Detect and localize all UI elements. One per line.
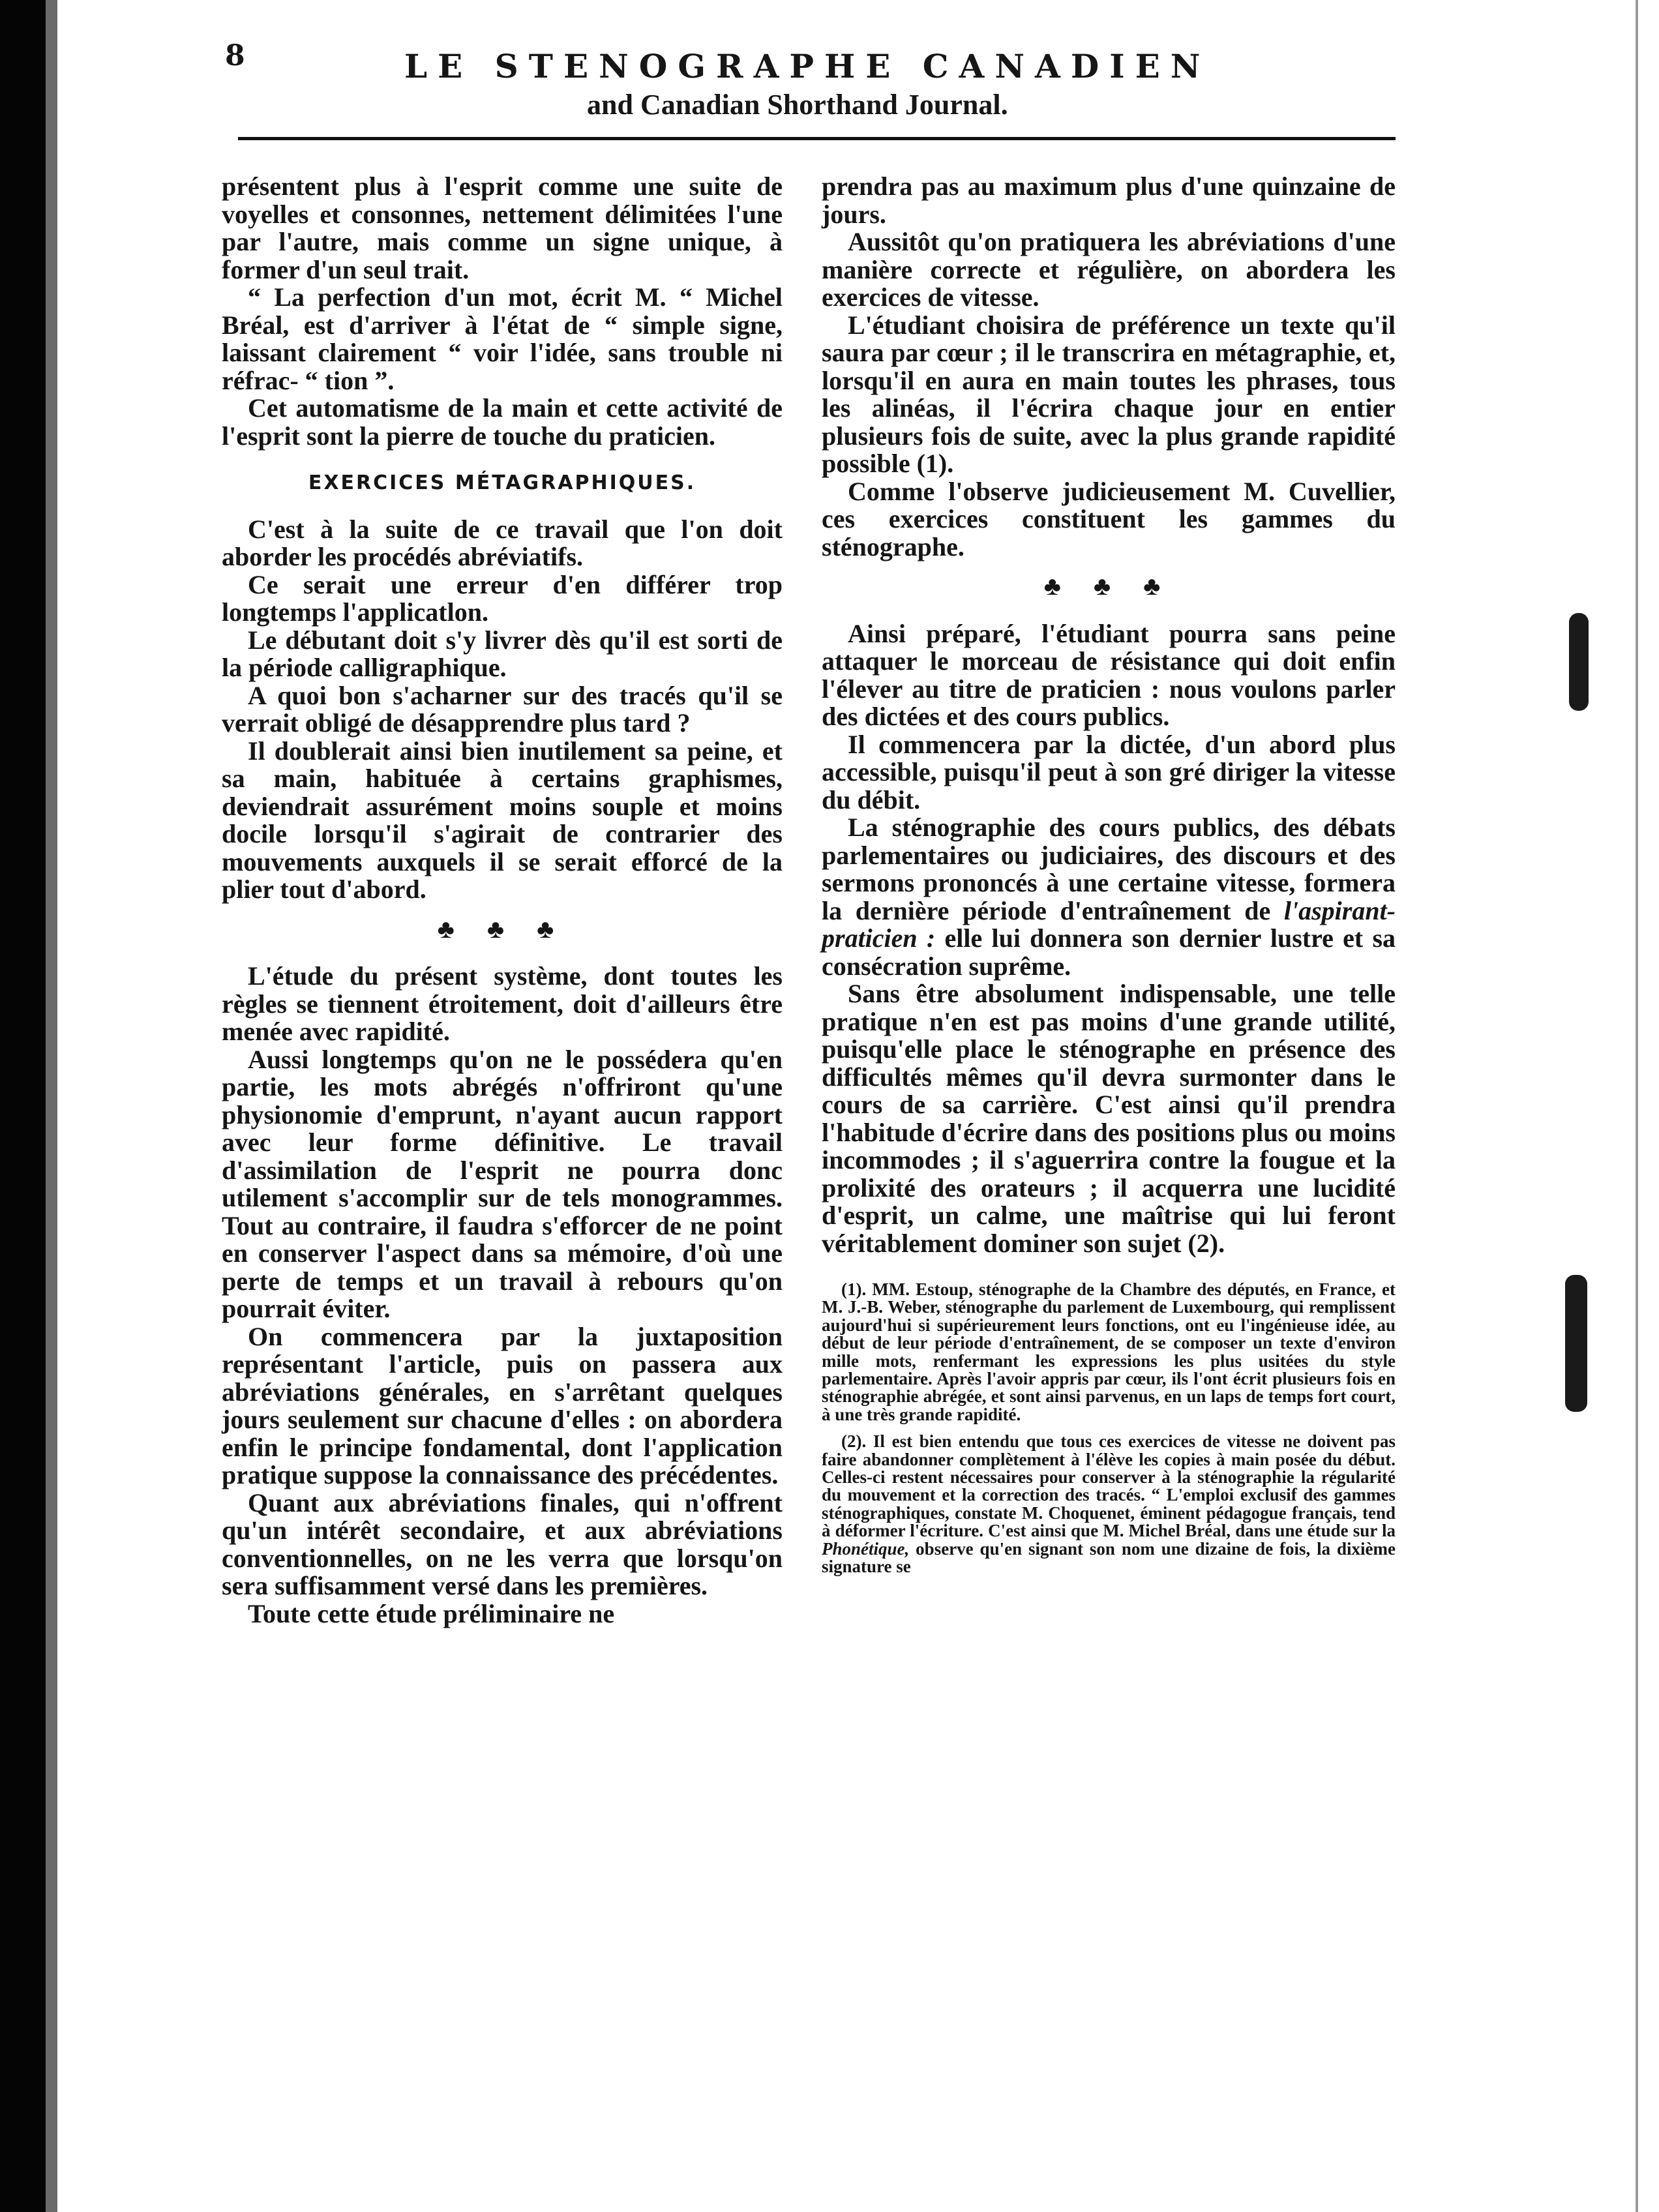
left-column — [222, 173, 783, 1628]
footnote-2 — [822, 1433, 1396, 1576]
paragraph: Le débutant doit s'y livrer dès qu'il est sorti de la période calligraphique. — [222, 625, 783, 682]
paragraph: prendra pas au maximum plus d'une quinzaine de jours. — [822, 172, 1396, 229]
scan-right-edge — [1636, 0, 1638, 2212]
scan-left-edge — [0, 0, 46, 2212]
italic-term: Phonétique, — [822, 1538, 910, 1559]
paragraph: Sans être absolument indispensable, une telle pratique n'en est pas moins d'une grande utilité, puisqu'elle place le sténographe en présence des difficultés mêmes qu'il devra surmonter dans le cours de sa carrière. C'est ainsi qu'il prendra l'habitude d'écrire dans des positions plus ou moins incommodes ; il s'aguerrira contre la fougue et la prolixité des orateurs ; il acquerra une lucidité d'esprit, un calme, une maîtrise qui lui feront véritablement dominer son sujet (2). — [822, 979, 1396, 1258]
paragraph: présentent plus à l'esprit comme une suite de voyelles et consonnes, nettement délimitées l'une par l'autre, mais comme un signe unique, à former d'un seul trait. — [222, 172, 783, 284]
section-ornament: ♣ ♣ ♣ — [437, 914, 567, 944]
page-number: 8 — [225, 39, 245, 72]
paragraph: Il commencera par la dictée, d'un abord plus accessible, puisqu'il peut à son gré diriger la vitesse du débit. — [822, 729, 1396, 815]
paragraph: Aussi longtemps qu'on ne le possédera qu'en partie, les mots abrégés n'offriront qu'une physionomie d'emprunt, n'ayant aucun rapport avec leur forme définitive. Le travail d'assimilation de l'esprit ne pourra donc utilement s'accomplir sur de tels monogrammes. Tout au contraire, il faudra s'efforcer de ne point en conserver l'aspect dans sa mémoire, d'où une perte de temps et un travail à rebours qu'on pourrait éviter. — [222, 1044, 783, 1323]
paragraph: C'est à la suite de ce travail que l'on doit aborder les procédés abréviatifs. — [222, 514, 783, 571]
text-run: elle lui donnera son dernier lustre et sa consécration suprême. — [822, 923, 1396, 981]
scan-binding-mark — [1569, 613, 1589, 711]
paragraph: Ce serait une erreur d'en différer trop longtemps l'applicatlon. — [222, 569, 783, 627]
paragraph: L'étude du présent système, dont toutes les règles se tiennent étroitement, doit d'ailleurs être menée avec rapidité. — [222, 961, 783, 1046]
right-column — [822, 173, 1396, 1585]
paragraph: Il doublerait ainsi bien inutilement sa peine, et sa main, habituée à certains graphismes, deviendrait assurément moins souple et moins docile lorsqu'il s'agirait de contrarier des mouvements auxquels il se serait efforcé de la plier tout d'abord. — [222, 736, 783, 904]
header-rule — [238, 137, 1396, 140]
paragraph: Aussitôt qu'on pratiquera les abréviations d'une manière correcte et régulière, on abordera les exercices de vitesse. — [822, 227, 1396, 312]
text-run: (2). Il est bien entendu que tous ces exercices de vitesse ne doivent pas faire abandonner complètement à l'élève les copies à main posée du début. Celles-ci restent nécessaires pour conserver à la sténographie la régularité du mouvement et la correction des tracés. “ L'emploi exclusif des gammes sténographiques, constate M. Choquenet, éminent pédagogue français, tend à déformer l'écriture. C'est ainsi que M. Michel Bréal, dans une étude sur la — [822, 1431, 1396, 1541]
italic-term: l'aspirant-praticien : — [822, 895, 1396, 953]
footnote-1: (1). MM. Estoup, sténographe de la Chambre des députés, en France, et M. J.-B. Weber, sténographe du parlement de Luxembourg, qui remplissent aujourd'hui si supérieurement leurs fonctions, ont eu l'ingénieuse idée, au début de leur période d'entraînement, de se composer un texte d'environ mille mots, renfermant les expressions les plus usitées du style parlementaire. Après l'avoir appris par cœur, ils l'ont écrit plusieurs fois en sténographie abrégée, et sont ainsi parvenus, en un laps de temps fort court, à une très grande rapidité. — [822, 1279, 1396, 1424]
paragraph: Comme l'observe judicieusement M. Cuvellier, ces exercices constituent les gammes du sténographe. — [822, 476, 1396, 561]
paragraph-with-italic — [822, 814, 1396, 980]
scan-binding-mark — [1565, 1275, 1587, 1412]
paragraph: Ainsi préparé, l'étudiant pourra sans peine attaquer le morceau de résistance qui doit enfin l'élever au titre de praticien : nous voulons parler des dictées et des cours publics. — [822, 618, 1396, 731]
scan-left-shadow — [46, 0, 57, 2212]
text-run: observe qu'en signant son nom une dizaine de fois, la dixième signature se — [822, 1538, 1396, 1577]
paragraph: A quoi bon s'acharner sur des tracés qu'il se verrait obligé de désapprendre plus tard ? — [222, 680, 783, 738]
section-heading: EXERCICES MÉTAGRAPHIQUES. — [308, 471, 696, 494]
paragraph: L'étudiant choisira de préférence un texte qu'il saura par cœur ; il le transcrira en métagraphie, et, lorsqu'il en aura en main toutes les phrases, tous les alinéas, il l'écrira chaque jour en entier plusieurs fois de suite, avec la plus grande rapidité possible (1). — [822, 310, 1396, 478]
section-ornament: ♣ ♣ ♣ — [1043, 571, 1174, 601]
journal-title: LE STENOGRAPHE CANADIEN — [404, 47, 1211, 85]
paragraph: On commencera par la juxtaposition représentant l'article, puis on passera aux abréviations générales, en s'arrêtant quelques jours seulement sur chacune d'elles : on abordera enfin le principe fondamental, dont l'application pratique suppose la connaissance des précédentes. — [222, 1321, 783, 1489]
paragraph: Toute cette étude préliminaire ne — [248, 1598, 615, 1628]
paragraph: “ La perfection d'un mot, écrit M. “ Michel Bréal, est d'arriver à l'état de “ simple signe, laissant clairement “ voir l'idée, sans trouble ni réfrac- “ tion ”. — [222, 282, 783, 395]
journal-subtitle: and Canadian Shorthand Journal. — [587, 89, 1008, 121]
text-run: La sténographie des cours publics, des débats parlementaires ou judiciaires, des discours et des sermons prononcés à une certaine vitesse, formera la dernière période d'entraînement de — [822, 813, 1396, 925]
paragraph: Quant aux abréviations finales, qui n'offrent qu'un intérêt secondaire, et aux abréviations conventionnelles, on ne les verra que lorsqu'on sera suffisamment versé dans les premières. — [222, 1487, 783, 1600]
paragraph: Cet automatisme de la main et cette activité de l'esprit sont la pierre de touche du praticien. — [222, 393, 783, 451]
footnotes — [822, 1281, 1396, 1576]
